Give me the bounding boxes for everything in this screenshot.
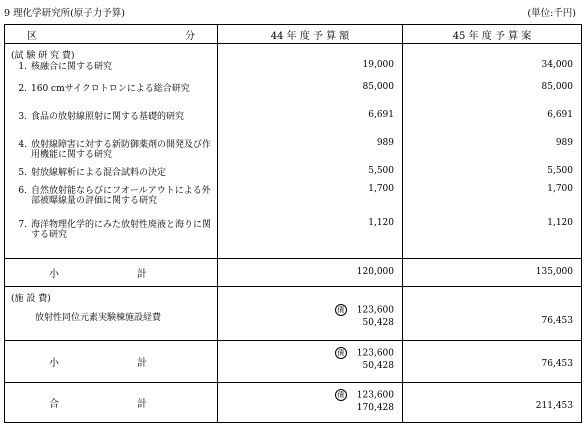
item-fy45-value: 1,700	[547, 184, 573, 194]
research-item	[5, 63, 217, 85]
item-label: 射放線解析による混合試料の決定	[31, 168, 167, 178]
research-item-list	[5, 61, 217, 249]
item-fy44-value: 1,700	[368, 184, 394, 194]
research-item	[5, 113, 217, 141]
item-fy45-value: 34,000	[541, 60, 573, 70]
item-fy45-value: 6,691	[547, 110, 573, 120]
item-fy44-value: 1,120	[368, 218, 394, 228]
fy45-header: 45 年 度 予 算 案	[403, 25, 582, 44]
research-heading: (試 験 研 究 費)	[11, 51, 75, 61]
item-label: 160 cmサイクロトロンによる総合研究	[31, 84, 190, 94]
item-fy44-value: 6,691	[368, 110, 394, 120]
research-section	[5, 44, 582, 259]
fy44-header: 44 年 度 予 算 額	[218, 25, 403, 44]
research-subtotal-fy44: 120,000	[218, 259, 403, 287]
page-header	[4, 3, 576, 19]
research-item	[5, 85, 217, 113]
item-fy45-value: 1,120	[547, 218, 573, 228]
item-number: 5.	[18, 168, 27, 178]
research-subtotal-row: 小 計 120,000 135,000	[5, 259, 582, 287]
item-number: 6.	[18, 186, 27, 196]
item-number: 2.	[18, 84, 27, 94]
category-header: 区 分	[5, 25, 218, 44]
research-item	[5, 141, 217, 169]
research-subtotal-fy45: 135,000	[403, 259, 582, 287]
facilities-heading: (施 設 費)	[11, 294, 51, 304]
total-row: 合 計 債 123,600 170,428 211,453	[5, 383, 582, 423]
item-number: 4.	[18, 140, 27, 150]
budget-table	[4, 24, 582, 423]
table-title: 9 理化学研究所(原子力予算)	[4, 8, 125, 19]
column-header-row	[5, 25, 582, 44]
facilities-item-debt: 123,600	[356, 305, 394, 316]
item-fy44-value: 85,000	[362, 82, 394, 92]
research-item	[5, 221, 217, 249]
item-label: 自然放射能ならびにフオールアウトによる外部被曝線量の評価に関する研究	[31, 186, 211, 206]
item-label: 核融合に関する研究	[31, 62, 113, 72]
item-label: 放射線障害に対する新防御薬剤の開発及び作用機能に関する研究	[31, 140, 212, 160]
bond-mark-icon: 債	[335, 347, 347, 359]
facilities-item-fy45: 76,453	[541, 316, 573, 326]
item-fy45-value: 5,500	[547, 166, 573, 176]
item-number: 3.	[18, 112, 27, 122]
item-fy44-value: 19,000	[362, 60, 394, 70]
bond-mark-icon: 債	[335, 389, 347, 401]
bond-mark-icon: 債	[335, 304, 347, 316]
item-fy45-value: 989	[555, 138, 573, 148]
facilities-item-fy44: 50,428	[362, 318, 394, 328]
research-item	[5, 169, 217, 187]
item-fy44-value: 5,500	[368, 166, 394, 176]
unit-label: (単位:千円)	[527, 8, 576, 19]
facilities-section	[5, 287, 582, 341]
item-label: 海洋物理化学的にみた放射性廃液と海りに関する研究	[31, 220, 212, 240]
item-fy44-value: 989	[376, 138, 394, 148]
item-number: 7.	[18, 220, 27, 230]
item-number: 1.	[18, 62, 27, 72]
item-fy45-value: 85,000	[541, 82, 573, 92]
research-item	[5, 187, 217, 221]
facilities-subtotal-row: 小 計 債 123,600 50,428 76,453	[5, 341, 582, 383]
item-label: 食品の放射線照射に関する基礎的研究	[31, 112, 185, 122]
facilities-item-label: 放射性同位元素実験棟施設経費	[35, 313, 162, 323]
